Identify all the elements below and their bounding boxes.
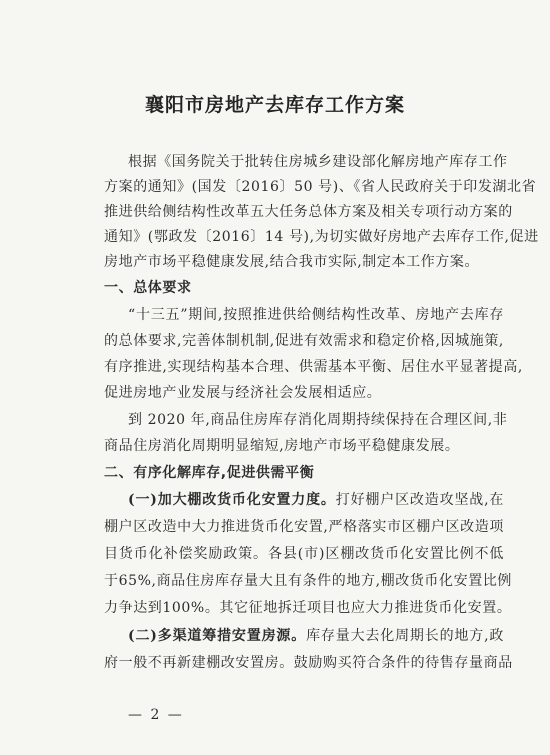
- item-label: (一)加大棚改货币化安置力度。: [128, 492, 336, 508]
- paragraph-line: 的总体要求,完善体制机制,促进有效需求和稳定价格,因城施策,: [104, 333, 504, 349]
- paragraph-line: 到 2020 年,商品住房库存消化周期持续保持在合理区间,非: [128, 412, 508, 428]
- intro-line: 根据《国务院关于批转住房城乡建设部化解房地产库存工作: [128, 154, 508, 170]
- section-heading: 二、有序化解库存,促进供需平衡: [104, 465, 315, 481]
- section-heading: 一、总体要求: [104, 280, 192, 296]
- item-line: [128, 490, 504, 510]
- page-number: — 2 —: [128, 707, 184, 723]
- intro-line: 房地产市场平稳健康发展,结合我市实际,制定本工作方案。: [104, 254, 480, 270]
- item-text: 打好棚户区改造攻坚战,在: [335, 492, 504, 508]
- paragraph-line: 力争达到100%。其它征地拆迁项目也应大力推进货币化安置。: [104, 600, 512, 616]
- paragraph-line: 商品住房消化周期明显缩短,房地产市场平稳健康发展。: [104, 438, 460, 454]
- paragraph-line: 有序推进,实现结构基本合理、供需基本平衡、居住水平显著提高,: [104, 359, 523, 375]
- intro-line: 通知》(鄂政发〔2016〕14 号),为切实做好房地产去库存工作,促进: [104, 229, 539, 245]
- item-label: (二)多渠道筹措安置房源。: [128, 628, 307, 644]
- paragraph-line: “十三五”期间,按照推进供给侧结构性改革、房地产去库存: [128, 307, 504, 323]
- intro-line: 方案的通知》(国发〔2016〕50 号)、《省人民政府关于印发湖北省: [104, 179, 537, 195]
- paragraph-line: 棚户区改造中大力推进货币化安置,严格落实市区棚户区改造项: [104, 519, 504, 535]
- document-title: 襄阳市房地产去库存工作方案: [144, 94, 405, 116]
- item-line: [128, 626, 504, 646]
- paragraph-line: 于65%,商品住房库存量大且有条件的地方,棚改货币化安置比例: [104, 573, 513, 589]
- paragraph-line: 目货币化补偿奖励政策。各县(市)区棚改货币化安置比例不低: [104, 546, 504, 562]
- paragraph-line: 府一般不再新建棚改安置房。鼓励购买符合条件的待售存量商品: [104, 655, 513, 671]
- item-text: 库存量大去化周期长的地方,政: [306, 628, 504, 644]
- paragraph-line: 促进房地产业发展与经济社会发展相适应。: [104, 385, 382, 401]
- intro-line: 推进供给侧结构性改革五大任务总体方案及相关专项行动方案的: [104, 204, 513, 220]
